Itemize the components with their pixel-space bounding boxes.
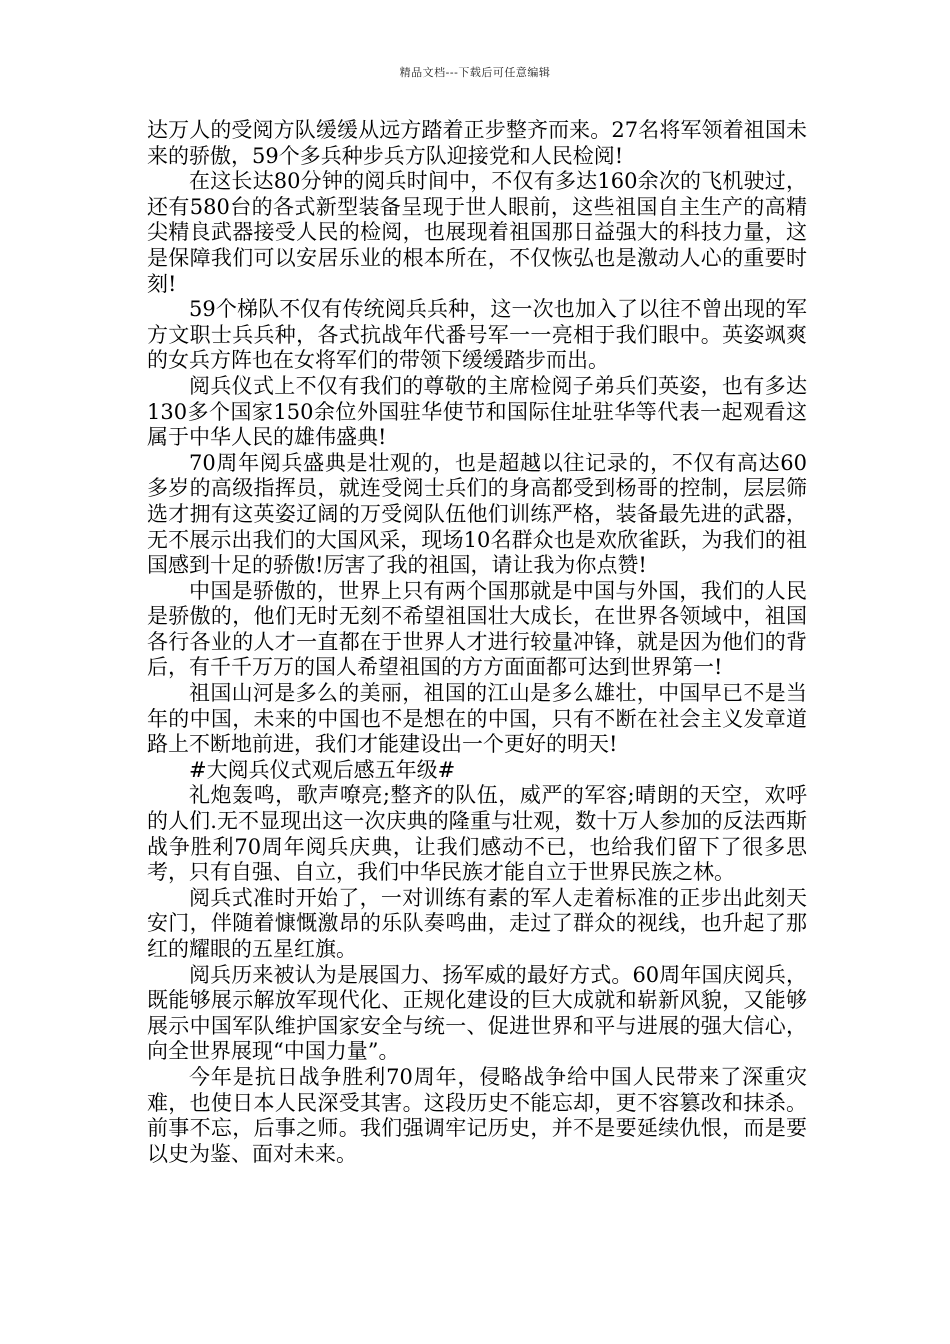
page-header: 精品文档---下载后可任意编辑	[399, 66, 551, 79]
paragraph-10: 阅兵历来被认为是展国力、扬军威的最好方式。60周年国庆阅兵，既能够展示解放军现代化、正规化建设的巨大成就和崭新风貌，又能够展示中国军队维护国家安全与统一、促进世界和平与进展的强大信心，向全世界展现“中国力量”。	[147, 962, 807, 1064]
paragraph-7: 祖国山河是多么的美丽，祖国的江山是多么雄壮，中国早已不是当年的中国，未来的中国也不是想在的中国，只有不断在社会主义发章道路上不断地前进，我们才能建设出一个更好的明天!	[147, 681, 807, 757]
paragraph-6: 中国是骄傲的，世界上只有两个国那就是中国与外国，我们的人民是骄傲的，他们无时无刻不希望祖国壮大成长，在世界各领域中，祖国各行各业的人才一直都在于世界人才进行较量冲锋，就是因为他们的背后，有千千万万的国人希望祖国的方方面面都可达到世界第一!	[147, 578, 807, 680]
document-body	[147, 118, 807, 1167]
paragraph-9: 阅兵式准时开始了，一对训练有素的军人走着标准的正步出此刻天安门，伴随着慷慨激昂的乐队奏鸣曲，走过了群众的视线，也升起了那红的耀眼的五星红旗。	[147, 885, 807, 961]
paragraph-8: 礼炮轰鸣，歌声嘹亮;整齐的队伍，威严的军容;晴朗的天空，欢呼的人们.无不显现出这一次庆典的隆重与壮观，数十万人参加的反法西斯战争胜利70周年阅兵庆典，让我们感动不已，也给我们留下了很多思考，只有自强、自立，我们中华民族才能自立于世界民族之林。	[147, 783, 807, 885]
paragraph-1: 达万人的受阅方队缓缓从远方踏着正步整齐而来。27名将军领着祖国未来的骄傲，59个多兵种步兵方队迎接党和人民检阅!	[147, 118, 807, 168]
section-heading: #大阅兵仪式观后感五年级#	[189, 757, 456, 782]
paragraph-4: 阅兵仪式上不仅有我们的尊敬的主席检阅子弟兵们英姿，也有多达130多个国家150余位外国驻华使节和国际住址驻华等代表一起观看这属于中华人民的雄伟盛典!	[147, 373, 807, 450]
paragraph-2: 在这长达80分钟的阅兵时间中，不仅有多达160余次的飞机驶过，还有580台的各式新型装备呈现于世人眼前，这些祖国自主生产的高精尖精良武器接受人民的检阅，也展现着祖国那日益强大的科技力量，这是保障我们可以安居乐业的根本所在，不仅恢弘也是激动人心的重要时刻!	[147, 169, 807, 296]
paragraph-3: 59个梯队不仅有传统阅兵兵种，这一次也加入了以往不曾出现的军方文职士兵兵种，各式抗战年代番号军一一亮相于我们眼中。英姿飒爽的女兵方阵也在女将军们的带领下缓缓踏步而出。	[147, 297, 807, 373]
paragraph-5: 70周年阅兵盛典是壮观的，也是超越以往记录的，不仅有高达60多岁的高级指挥员，就连受阅士兵们的身高都受到杨哥的控制，层层筛选才拥有这英姿辽阔的万受阅队伍他们训练严格，装备最先进的武器，无不展示出我们的大国风采，现场10名群众也是欢欣雀跃，为我们的祖国感到十足的骄傲!厉害了我的祖国，请让我为你点赞!	[147, 450, 807, 578]
paragraph-11: 今年是抗日战争胜利70周年，侵略战争给中国人民带来了深重灾难，也使日本人民深受其害。这段历史不能忘却，更不容篡改和抹杀。前事不忘，后事之师。我们强调牢记历史，并不是要延续仇恨，而是要以史为鉴、面对未来。	[147, 1064, 807, 1166]
